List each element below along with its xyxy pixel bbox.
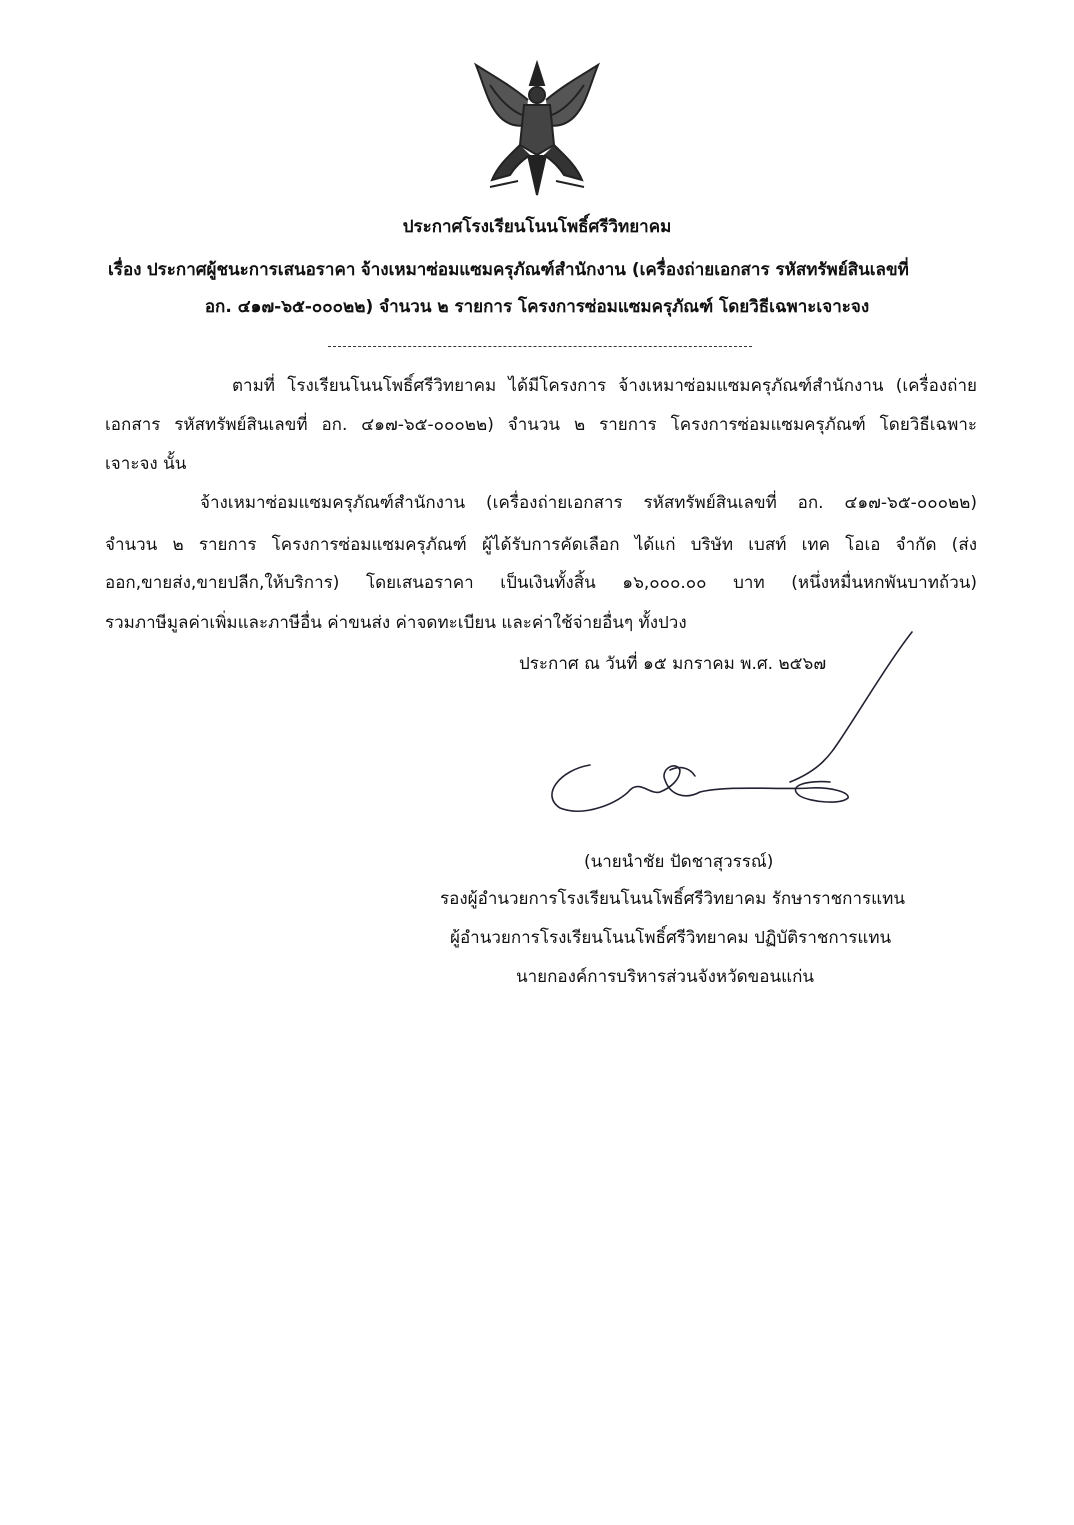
subject-label: เรื่อง — [108, 260, 142, 280]
signature-mark — [530, 620, 930, 820]
garuda-emblem-icon — [470, 55, 604, 205]
paragraph-2-line-3: ออก,ขายส่ง,ขายปลีก,ให้บริการ) โดยเสนอราคา เป็นเงินทั้งสิ้น ๑๖,๐๐๐.๐๐ บาท (หนึ่งหมื่นหกพันบาทถ้วน) — [105, 573, 977, 593]
paragraph-2-line-4: รวมภาษีมูลค่าเพิ่มและภาษีอื่น ค่าขนส่ง ค่าจดทะเบียน และค่าใช้จ่ายอื่นๆ ทั้งปวง — [105, 613, 687, 633]
subject-line-1 — [108, 259, 909, 281]
signer-name: (นายนำชัย ปัดชาสุวรรณ์) — [584, 852, 774, 872]
subject-bold: ประกาศผู้ชนะการเสนอราคา — [146, 260, 356, 280]
divider — [328, 346, 752, 347]
signer-position-3: นายกองค์การบริหารส่วนจังหวัดขอนแก่น — [516, 967, 814, 987]
announcement-title: ประกาศโรงเรียนโนนโพธิ์ศรีวิทยาคม — [402, 217, 672, 237]
paragraph-1-line-2: เอกสาร รหัสทรัพย์สินเลขที่ อก. ๔๑๗-๖๕-๐๐๐๒๒) จำนวน ๒ รายการ โครงการซ่อมแซมครุภัณฑ์ โดยวิธีเฉพาะ — [105, 415, 977, 435]
paragraph-1-line-3: เจาะจง นั้น — [105, 454, 187, 474]
signer-position-1: รองผู้อำนวยการโรงเรียนโนนโพธิ์ศรีวิทยาคม รักษาราชการแทน — [440, 889, 905, 909]
paragraph-2-line-1: จ้างเหมาซ่อมแซมครุภัณฑ์สำนักงาน (เครื่องถ่ายเอกสาร รหัสทรัพย์สินเลขที่ อก. ๔๑๗-๖๕-๐๐๐๒๒) — [200, 493, 977, 513]
paragraph-2-line-2: จำนวน ๒ รายการ โครงการซ่อมแซมครุภัณฑ์ ผู้ได้รับการคัดเลือก ได้แก่ บริษัท เบสท์ เทค โอเอ จำกัด (ส่ง — [105, 535, 977, 555]
signer-position-2: ผู้อำนวยการโรงเรียนโนนโพธิ์ศรีวิทยาคม ปฏิบัติราชการแทน — [450, 928, 892, 948]
announcement-date: ประกาศ ณ วันที่ ๑๕ มกราคม พ.ศ. ๒๕๖๗ — [519, 654, 827, 674]
subject-line-2: อก. ๔๑๗-๖๕-๐๐๐๒๒) จำนวน ๒ รายการ โครงการซ่อมแซมครุภัณฑ์ โดยวิธีเฉพาะเจาะจง — [204, 297, 870, 317]
subject-rest: จ้างเหมาซ่อมแซมครุภัณฑ์สำนักงาน (เครื่องถ่ายเอกสาร รหัสทรัพย์สินเลขที่ — [360, 260, 909, 280]
paragraph-1-line-1: ตามที่ โรงเรียนโนนโพธิ์ศรีวิทยาคม ได้มีโครงการ จ้างเหมาซ่อมแซมครุภัณฑ์สำนักงาน (เครื่องถ่าย — [232, 376, 977, 396]
